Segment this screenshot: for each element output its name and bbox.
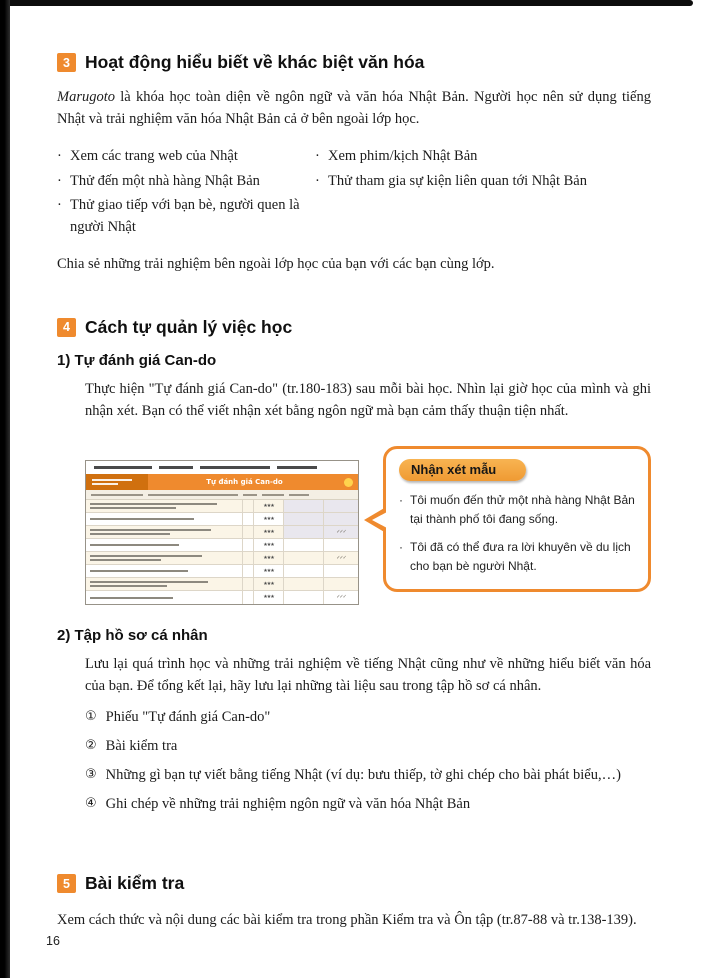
section-title: Bài kiểm tra	[85, 873, 185, 894]
section-5-header	[57, 873, 651, 894]
section-5-body: Xem cách thức và nội dung các bài kiểm tra trong phần Kiểm tra và Ôn tập (tr.87-88 và tr.138-139).	[57, 912, 637, 929]
callout-arrow-icon	[372, 512, 387, 528]
list-item	[85, 794, 651, 815]
cando-sheet-thumbnail	[85, 460, 359, 605]
list-item-text: Ghi chép về những trải nghiệm ngôn ngữ và văn hóa Nhật Bản	[105, 796, 471, 813]
subsection-1-title: 1) Tự đánh giá Can-do	[57, 351, 217, 369]
cando-sheet-title: Tự đánh giá Can-do	[206, 478, 283, 487]
circled-number-icon: ①	[85, 709, 97, 725]
table-row: ★★★	[86, 565, 358, 578]
section-4-header	[57, 317, 651, 338]
callout-bullet	[399, 538, 635, 575]
section-3-intro	[57, 86, 651, 130]
section-number-badge: 5	[57, 874, 76, 893]
bullet-item: · Thử giao tiếp với bạn bè, người quen là người Nhật	[57, 194, 315, 239]
cando-sheet-circle-icon	[344, 478, 353, 487]
bullet-item: · Xem các trang web của Nhật	[57, 145, 315, 167]
cando-sheet-columns-header	[86, 490, 358, 500]
scan-edge-top	[0, 0, 693, 6]
bullets-right-column	[315, 145, 651, 241]
portfolio-list	[85, 707, 651, 815]
subsection-1-body: Thực hiện "Tự đánh giá Can-do" (tr.180-183) sau mỗi bài học. Nhìn lại giờ học của mình và ghi nhận xét. Bạn có thể viết nhận xét bằng ngôn ngữ mà bạn cảm thấy thuận tiện nhất.	[85, 380, 651, 419]
list-item-text: Bài kiểm tra	[105, 738, 178, 755]
list-item	[85, 765, 651, 786]
circled-number-icon: ③	[85, 767, 97, 783]
bullets-left-column	[57, 145, 315, 241]
table-row: ★★★	[86, 513, 358, 526]
table-row: ★★★	[86, 500, 358, 513]
cando-sheet-pageheader	[86, 461, 358, 474]
section-3-closing: Chia sẻ những trải nghiệm bên ngoài lớp học của bạn với các bạn cùng lớp.	[57, 255, 495, 272]
cando-sheet-titlebar	[86, 474, 358, 490]
section-number-badge: 3	[57, 53, 76, 72]
bullet-dot	[399, 491, 403, 528]
bullet-item: · Thử đến một nhà hàng Nhật Bản	[57, 170, 315, 192]
circled-number-icon: ②	[85, 738, 97, 754]
section-3-header	[57, 52, 651, 73]
bullet-item: · Xem phim/kịch Nhật Bản	[315, 145, 651, 167]
callout-title-badge: Nhận xét mẫu	[399, 459, 526, 481]
subsection-2-title: 2) Tập hồ sơ cá nhân	[57, 627, 208, 645]
course-name: Marugoto	[57, 89, 115, 105]
section-number-badge: 4	[57, 318, 76, 337]
bullet-dot	[399, 538, 403, 575]
list-item-text: Phiếu "Tự đánh giá Can-do"	[105, 709, 271, 726]
page-number: 16	[46, 934, 60, 948]
table-row: ★★★	[86, 578, 358, 591]
bullet-item: · Thử tham gia sự kiện liên quan tới Nhật Bản	[315, 170, 651, 192]
callout-bullet	[399, 491, 635, 528]
section-title: Hoạt động hiểu biết về khác biệt văn hóa	[85, 52, 425, 72]
page-content	[57, 52, 651, 931]
activity-suggestions	[57, 145, 651, 241]
table-row: ★★★ ✓✓✓	[86, 591, 358, 604]
list-item	[85, 736, 651, 757]
list-item-text: Những gì bạn tự viết bằng tiếng Nhật (ví dụ: bưu thiếp, tờ ghi chép cho bài phát biểu,…)	[105, 767, 621, 784]
table-row: ★★★ ✓✓✓	[86, 526, 358, 539]
callout-bullet-text: Tôi muốn đến thử một nhà hàng Nhật Bản tại thành phố tôi đang sống.	[410, 493, 635, 526]
circled-number-icon: ④	[85, 796, 97, 812]
cando-figure-row	[85, 446, 651, 605]
list-item	[85, 707, 651, 728]
subsection-2-body: Lưu lại quá trình học và những trải nghiệm về tiếng Nhật cũng như về những hiểu biết văn hóa của bạn. Để tổng kết lại, hãy lưu lại những tài liệu sau trong tập hồ sơ cá nhân.	[85, 656, 651, 695]
cando-sheet-lesson-label	[86, 474, 148, 490]
table-row: ★★★	[86, 539, 358, 552]
intro-text: là khóa học toàn diện về ngôn ngữ và văn hóa Nhật Bản. Người học nên sử dụng tiếng Nhật và trải nghiệm văn hóa Nhật Bản cả ở bên ngoài lớp học.	[57, 89, 651, 128]
scan-edge-left	[0, 0, 10, 978]
table-row: ★★★ ✓✓✓	[86, 552, 358, 565]
cando-table-rows	[86, 500, 358, 604]
callout-bullet-text: Tôi đã có thể đưa ra lời khuyên về du lịch cho bạn bè người Nhật.	[410, 540, 631, 573]
sample-comment-callout	[383, 446, 651, 592]
section-title: Cách tự quản lý việc học	[85, 316, 293, 337]
